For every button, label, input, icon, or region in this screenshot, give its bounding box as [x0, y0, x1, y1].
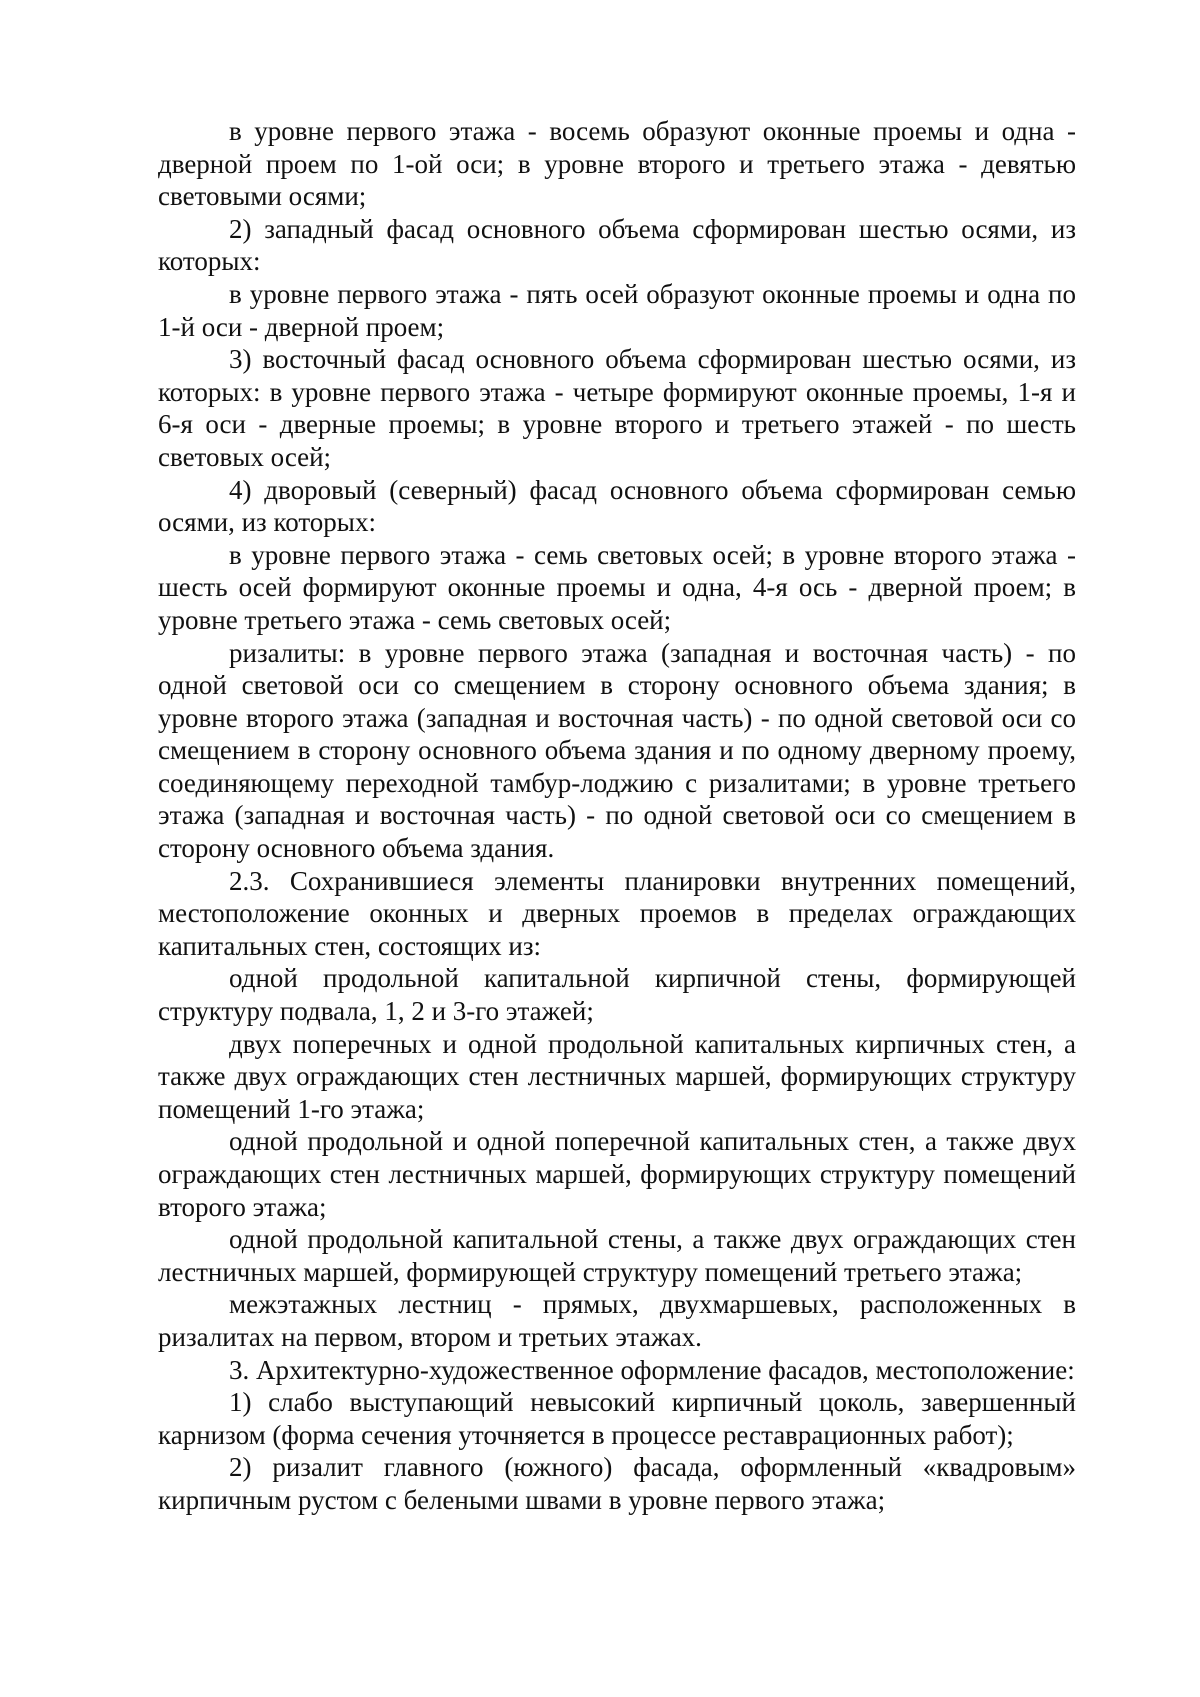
document-body — [158, 115, 1076, 1517]
paragraph: двух поперечных и одной продольной капитальных кирпичных стен, а также двух ограждающих стен лестничных маршей, формирующих структуру помещений 1-го этажа; — [158, 1028, 1076, 1124]
paragraph: одной продольной капитальной кирпичной стены, формирующей структуру подвала, 1, 2 и 3-го этажей; — [158, 963, 1076, 1027]
paragraph: 2) ризалит главного (южного) фасада, оформленный «квадровым» кирпичным рустом с белеными швами в уровне первого этажа; — [158, 1452, 1076, 1515]
paragraph: 2.3. Сохранившиеся элементы планировки внутренних помещений, местоположение оконных и дверных проемов в пределах ограждающих капитальных стен, состоящих из: — [158, 865, 1076, 961]
paragraph: одной продольной и одной поперечной капитальных стен, а также двух ограждающих стен лестничных маршей, формирующих структуру помещений второго этажа; — [158, 1126, 1076, 1222]
paragraph: в уровне первого этажа - восемь образуют оконные проемы и одна - дверной проем по 1-ой оси; в уровне второго и третьего этажа - девятью световыми осями; — [158, 116, 1076, 212]
paragraph: 4) дворовый (северный) фасад основного объема сформирован семью осями, из которых: — [158, 474, 1076, 538]
paragraph: ризалиты: в уровне первого этажа (западная и восточная часть) - по одной световой оси со смещением в сторону основного объема здания; в уровне второго этажа (западная и восточная часть) - по одной световой оси со смещением в сторону основного объема здания и по одному дверному проему, соединяющему переходной тамбур-лоджию с ризалитами; в уровне третьего этажа (западная и восточная часть) - по одной световой оси со смещением в сторону основного объема здания. — [158, 637, 1076, 864]
paragraph: межэтажных лестниц - прямых, двухмаршевых, расположенных в ризалитах на первом, втором и третьих этажах. — [158, 1289, 1076, 1352]
paragraph: 1) слабо выступающий невысокий кирпичный цоколь, завершенный карнизом (форма сечения уточняется в процессе реставрационных работ); — [158, 1387, 1076, 1450]
paragraph: 3) восточный фасад основного объема сформирован шестью осями, из которых: в уровне первого этажа - четыре формируют оконные проемы, 1-я и 6-я оси - дверные проемы; в уровне второго и третьего этажей - по шесть световых осей; — [158, 344, 1076, 472]
paragraph: в уровне первого этажа - пять осей образуют оконные проемы и одна по 1-й оси - дверной проем; — [158, 278, 1076, 342]
paragraph: одной продольной капитальной стены, а также двух ограждающих стен лестничных маршей, формирующей структуру помещений третьего этажа; — [158, 1224, 1076, 1287]
paragraph: 3. Архитектурно-художественное оформление фасадов, местоположение: — [229, 1354, 1075, 1385]
paragraph: 2) западный фасад основного объема сформирован шестью осями, из которых: — [158, 213, 1076, 277]
paragraph: в уровне первого этажа - семь световых осей; в уровне второго этажа - шесть осей формируют оконные проемы и одна, 4-я ось - дверной проем; в уровне третьего этажа - семь световых осей; — [158, 539, 1076, 635]
